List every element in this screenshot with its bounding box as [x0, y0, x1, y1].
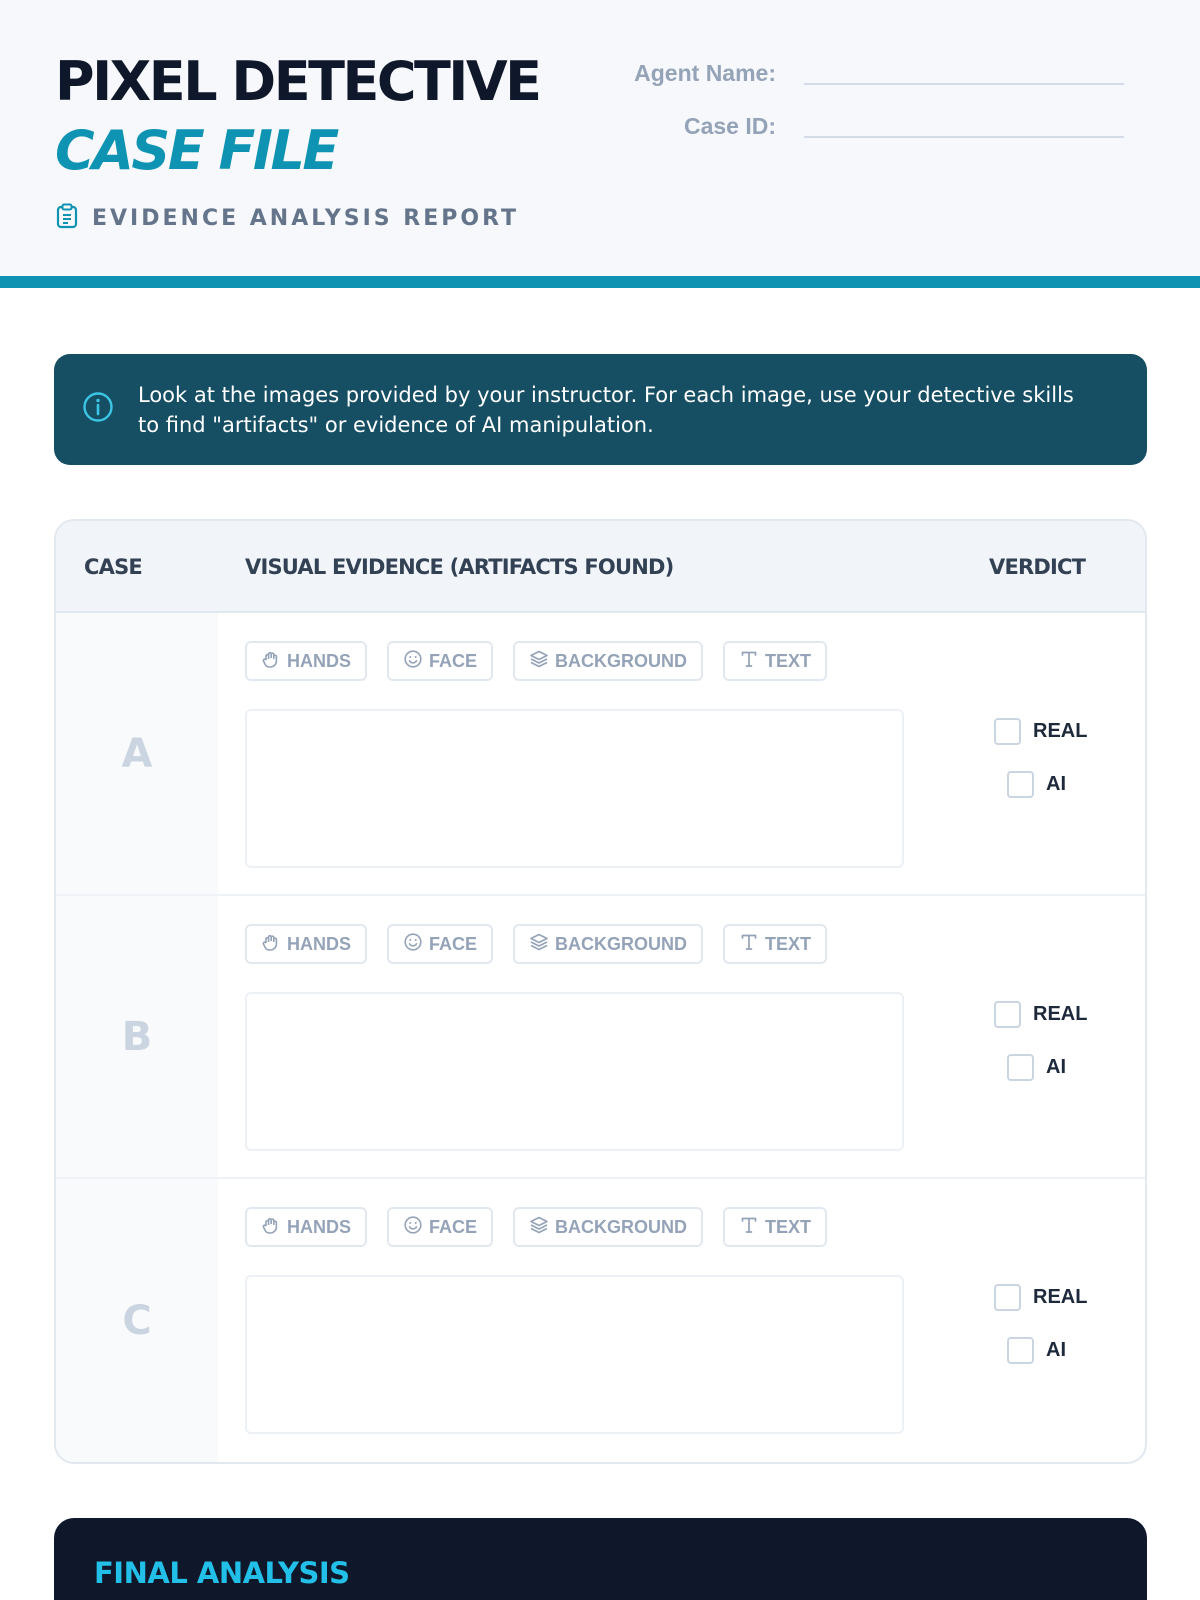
header-evidence: VISUAL EVIDENCE (ARTIFACTS FOUND) [245, 555, 674, 579]
verdict-options [994, 1000, 1087, 1106]
case-id-label: Case ID: [683, 113, 776, 139]
chip-label: BACKGROUND [555, 650, 688, 671]
agent-name-input[interactable] [804, 65, 1124, 85]
info-icon [82, 391, 114, 428]
verdict-options [994, 717, 1087, 823]
table-row [56, 613, 1145, 896]
chip-label: TEXT [765, 933, 812, 954]
hand-icon [261, 649, 287, 674]
ai-checkbox[interactable] [1007, 1054, 1034, 1081]
chip-label: HANDS [287, 1216, 352, 1237]
text-icon [739, 1215, 765, 1240]
evidence-table [54, 519, 1147, 1464]
real-checkbox[interactable] [994, 1001, 1021, 1028]
chip-label: TEXT [765, 1216, 812, 1237]
final-analysis-panel [54, 1518, 1147, 1600]
verdict-options [994, 1283, 1087, 1389]
chip-label: HANDS [287, 933, 352, 954]
header [0, 0, 1200, 288]
table-header [56, 521, 1145, 613]
ai-checkbox[interactable] [1007, 771, 1034, 798]
title-line-2: CASE FILE [55, 119, 337, 182]
clipboard-icon [56, 203, 78, 234]
evidence-notes-field[interactable] [245, 1275, 904, 1434]
real-label: REAL [1033, 1285, 1088, 1308]
agent-name-label: Agent Name: [634, 60, 776, 86]
chip-label: TEXT [765, 650, 812, 671]
ai-checkbox[interactable] [1007, 1337, 1034, 1364]
case-letter: C [122, 1297, 152, 1344]
chip-label: BACKGROUND [555, 1216, 688, 1237]
title-line-1: PIXEL DETECTIVE [55, 50, 540, 113]
ai-label: AI [1046, 1338, 1066, 1361]
chip-hands[interactable] [245, 1207, 367, 1247]
chip-face[interactable] [387, 924, 493, 964]
real-label: REAL [1033, 719, 1088, 742]
verdict-real[interactable] [994, 1283, 1087, 1311]
evidence-notes-field[interactable] [245, 709, 904, 868]
ai-label: AI [1046, 1055, 1066, 1078]
case-cell [56, 613, 218, 894]
verdict-ai[interactable] [1007, 770, 1087, 798]
hand-icon [261, 932, 287, 957]
verdict-real[interactable] [994, 1000, 1087, 1028]
chip-hands[interactable] [245, 641, 367, 681]
case-id-input[interactable] [804, 118, 1124, 138]
smiley-icon [403, 1215, 429, 1240]
subtitle-row [56, 203, 519, 234]
case-letter: B [121, 1013, 153, 1060]
chip-background[interactable] [513, 924, 703, 964]
chip-label: FACE [429, 1216, 478, 1237]
chip-face[interactable] [387, 641, 493, 681]
layers-icon [529, 1215, 555, 1240]
chip-label: HANDS [287, 650, 352, 671]
evidence-notes-field[interactable] [245, 992, 904, 1151]
real-checkbox[interactable] [994, 718, 1021, 745]
text-icon [739, 649, 765, 674]
header-case: CASE [84, 555, 142, 579]
chip-label: FACE [429, 933, 478, 954]
chip-text[interactable] [723, 641, 827, 681]
chip-background[interactable] [513, 1207, 703, 1247]
final-analysis-title: FINAL ANALYSIS [94, 1556, 350, 1590]
instructions-text: Look at the images provided by your instructor. For each image, use your detective skills to find "artifacts" or evidence of AI manipulation. [138, 382, 1074, 437]
real-label: REAL [1033, 1002, 1088, 1025]
case-id-field [596, 115, 1124, 138]
text-icon [739, 932, 765, 957]
layers-icon [529, 932, 555, 957]
ai-label: AI [1046, 772, 1066, 795]
case-cell [56, 896, 218, 1177]
verdict-ai[interactable] [1007, 1053, 1087, 1081]
artifact-chips [245, 1207, 827, 1247]
chip-face[interactable] [387, 1207, 493, 1247]
artifact-chips [245, 641, 827, 681]
verdict-ai[interactable] [1007, 1336, 1087, 1364]
chip-text[interactable] [723, 1207, 827, 1247]
case-cell [56, 1179, 218, 1462]
real-checkbox[interactable] [994, 1284, 1021, 1311]
chip-text[interactable] [723, 924, 827, 964]
artifact-chips [245, 924, 827, 964]
verdict-real[interactable] [994, 717, 1087, 745]
chip-background[interactable] [513, 641, 703, 681]
subtitle: EVIDENCE ANALYSIS REPORT [92, 206, 520, 231]
table-row [56, 1179, 1145, 1462]
smiley-icon [403, 649, 429, 674]
instructions-banner [54, 354, 1147, 465]
chip-label: FACE [429, 650, 478, 671]
agent-name-field [596, 62, 1124, 85]
layers-icon [529, 649, 555, 674]
case-letter: A [121, 730, 153, 777]
header-verdict: VERDICT [989, 555, 1086, 579]
chip-label: BACKGROUND [555, 933, 688, 954]
table-row [56, 896, 1145, 1179]
chip-hands[interactable] [245, 924, 367, 964]
smiley-icon [403, 932, 429, 957]
hand-icon [261, 1215, 287, 1240]
